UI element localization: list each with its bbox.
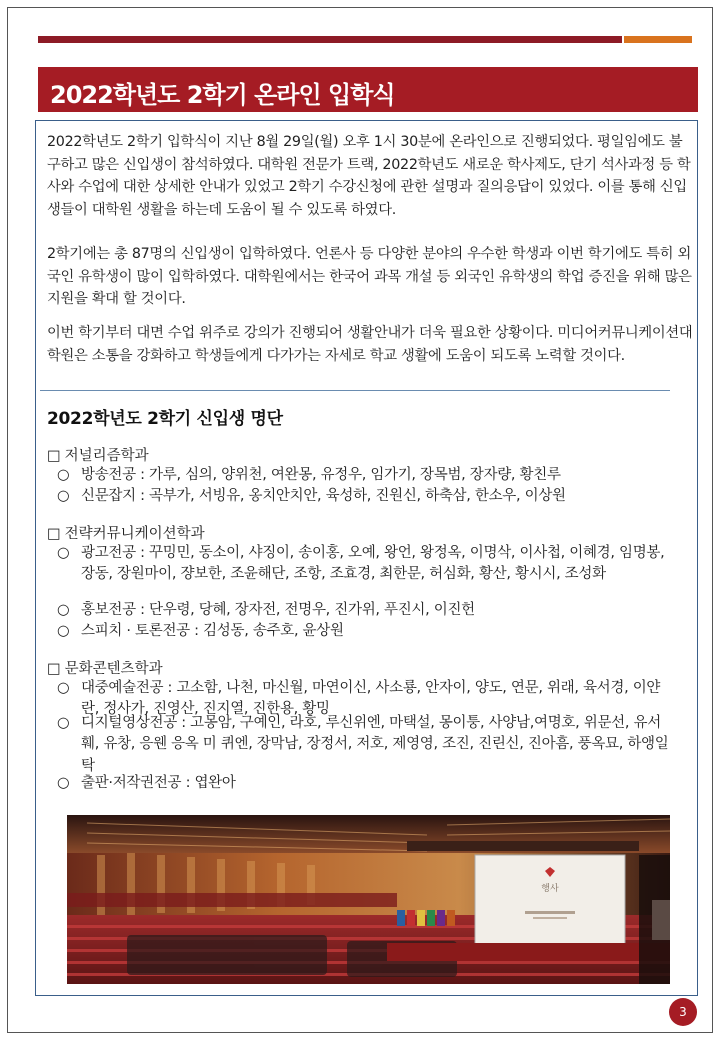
major-entry (57, 486, 677, 507)
major-entry (57, 600, 677, 621)
top-rule-accent (624, 36, 692, 43)
circle-bullet-icon: ○ (57, 623, 70, 639)
circle-bullet-icon: ○ (57, 545, 70, 561)
square-bullet-icon: □ (47, 661, 61, 677)
screen-text: 행사 (541, 884, 559, 894)
circle-bullet-icon: ○ (57, 467, 70, 483)
square-bullet-icon: □ (47, 526, 61, 542)
major-text: 대중예술전공 : 고소함, 나천, 마신월, 마연이신, 사소룡, 안자이, 양도, 연문, 위래, 육서경, 이얀란, 정사가, 진영산, 진지열, 진한용, 황밍 (81, 680, 661, 718)
roster-title: 2022학년도 2학기 신입생 명단 (47, 409, 283, 429)
page-number: 3 (669, 998, 697, 1026)
title-bar (38, 67, 698, 112)
square-bullet-icon: □ (47, 448, 61, 464)
major-text: 스피치 · 토론전공 : 김성동, 송주호, 윤상원 (81, 623, 344, 639)
department-journalism (47, 446, 149, 466)
section-divider (40, 390, 670, 391)
article-paragraph-2: 2학기에는 총 87명의 신입생이 입학하였다. 언론사 등 다양한 분야의 우수한 학생과 이번 학기에도 특히 외국인 유학생이 많이 입학하였다. 대학원에서는 한국어 과목 개설 등 외국인 유학생의 학업 증진을 위해 많은 지원을 확대 할 것이다. (47, 246, 692, 308)
major-text: 홍보전공 : 단우령, 당혜, 장자전, 전명우, 진가위, 푸진시, 이진헌 (81, 602, 475, 618)
department-cultural-contents (47, 659, 163, 679)
circle-bullet-icon: ○ (57, 488, 70, 504)
department-name: 문화콘텐츠학과 (64, 661, 163, 677)
department-name: 저널리즘학과 (64, 448, 149, 464)
auditorium-photo (67, 815, 670, 984)
department-name: 전략커뮤니케이션학과 (64, 526, 205, 542)
department-strategic-communication (47, 524, 205, 544)
major-text: 디지털영상전공 : 고몽암, 구예인, 라호, 루신위엔, 마택설, 몽이퉁, 사양남,여명호, 위문선, 유서훼, 유창, 응웬 응옥 미 퀴엔, 장막남, 장정서, 저호, 제영영, 조진, 진린신, 진아흠, 풍옥묘, 하앵일탁 (81, 715, 669, 774)
circle-bullet-icon: ○ (57, 602, 70, 618)
major-text: 출판·저작권전공 : 엽완아 (81, 775, 236, 791)
top-rule (38, 36, 622, 43)
major-text: 신문잡지 : 곡부가, 서빙유, 옹치안치안, 육성하, 진원신, 하축삼, 한소우, 이상원 (81, 488, 566, 504)
page-title: 2022학년도 2학기 온라인 입학식 (50, 81, 395, 109)
major-text: 광고전공 : 꾸밍민, 동소이, 샤징이, 송이홍, 오예, 왕언, 왕정옥, 이명삭, 이사첩, 이혜경, 임명봉, 장동, 장원마이, 쟝보한, 조윤해단, 조항, 조효경, 최한문, 허심화, 황산, 황시시, 조성화 (81, 545, 665, 583)
major-entry (57, 621, 677, 642)
major-entry (57, 465, 677, 486)
circle-bullet-icon: ○ (57, 775, 70, 791)
major-text: 방송전공 : 가루, 심의, 양위천, 여완몽, 유정우, 임가기, 장목범, 장자량, 황친루 (81, 467, 561, 483)
circle-bullet-icon: ○ (57, 715, 70, 731)
major-entry (57, 543, 677, 586)
major-entry (57, 713, 677, 777)
circle-bullet-icon: ○ (57, 680, 70, 696)
article-paragraph-3: 이번 학기부터 대면 수업 위주로 강의가 진행되어 생활안내가 더욱 필요한 상황이다. 미디어커뮤니케이션대학원은 소통을 강화하고 학생들에게 다가가는 자세로 학교 생활에 도움이 되도록 노력할 것이다. (47, 325, 693, 364)
article-paragraph-1: 2022학년도 2학기 입학식이 지난 8월 29일(월) 오후 1시 30분에 온라인으로 진행되었다. 평일임에도 불구하고 많은 신입생이 참석하였다. 대학원 전문가 트랙, 2022학년도 새로운 학사제도, 단기 석사과정 등 학사와 수업에 대한 상세한 안내가 있었고 2학기 수강신청에 관한 설명과 질의응답이 있었다. 이를 통해 신입생들이 대학원 생활을 하는데 도움이 될 수 있도록 하였다. (47, 134, 691, 218)
major-entry (57, 773, 677, 794)
